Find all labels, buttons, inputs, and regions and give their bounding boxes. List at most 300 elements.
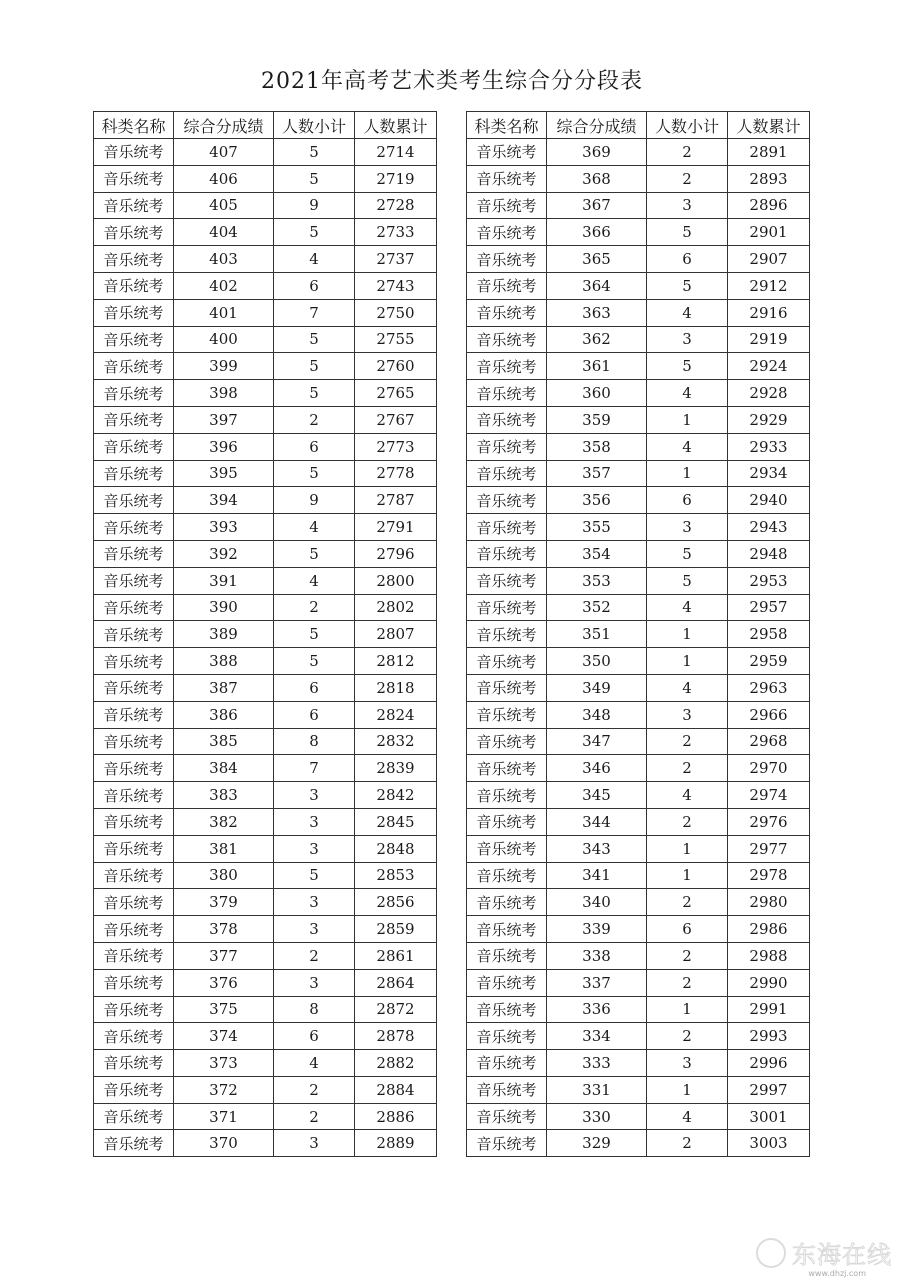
cell-score: 352 (547, 594, 647, 621)
table-row (467, 1023, 810, 1050)
cell-cumulative: 2856 (355, 889, 437, 916)
cell-score: 337 (547, 969, 647, 996)
cell-category: 音乐统考 (467, 889, 547, 916)
cell-category: 音乐统考 (94, 487, 174, 514)
cell-category: 音乐统考 (467, 433, 547, 460)
cell-score: 369 (547, 139, 647, 166)
cell-category: 音乐统考 (467, 299, 547, 326)
cell-count: 1 (647, 460, 728, 487)
cell-category: 音乐统考 (467, 862, 547, 889)
table-row (467, 916, 810, 943)
table-row (467, 621, 810, 648)
table-row (94, 380, 437, 407)
cell-score: 386 (174, 701, 274, 728)
cell-cumulative: 3001 (728, 1103, 810, 1130)
cell-cumulative: 2928 (728, 380, 810, 407)
table-row (94, 648, 437, 675)
cell-category: 音乐统考 (467, 192, 547, 219)
cell-count: 4 (274, 514, 355, 541)
table-row (94, 192, 437, 219)
cell-count: 2 (647, 165, 728, 192)
cell-category: 音乐统考 (94, 1023, 174, 1050)
cell-count: 9 (274, 192, 355, 219)
cell-count: 5 (274, 380, 355, 407)
cell-score: 392 (174, 540, 274, 567)
cell-cumulative: 2878 (355, 1023, 437, 1050)
column-header-count: 人数小计 (274, 112, 355, 139)
watermark (756, 1235, 892, 1270)
cell-category: 音乐统考 (467, 835, 547, 862)
cell-count: 6 (647, 246, 728, 273)
column-header-score: 综合分成绩 (547, 112, 647, 139)
cell-category: 音乐统考 (467, 567, 547, 594)
cell-score: 333 (547, 1050, 647, 1077)
cell-score: 345 (547, 782, 647, 809)
cell-count: 5 (274, 540, 355, 567)
table-row (467, 835, 810, 862)
cell-score: 399 (174, 353, 274, 380)
cell-score: 382 (174, 808, 274, 835)
cell-category: 音乐统考 (94, 808, 174, 835)
table-row (467, 326, 810, 353)
cell-count: 7 (274, 299, 355, 326)
cell-category: 音乐统考 (467, 353, 547, 380)
cell-category: 音乐统考 (94, 460, 174, 487)
cell-cumulative: 2872 (355, 996, 437, 1023)
cell-cumulative: 2986 (728, 916, 810, 943)
cell-count: 3 (274, 808, 355, 835)
cell-count: 4 (647, 1103, 728, 1130)
cell-cumulative: 2891 (728, 139, 810, 166)
cell-score: 406 (174, 165, 274, 192)
cell-category: 音乐统考 (467, 916, 547, 943)
cell-count: 9 (274, 487, 355, 514)
cell-category: 音乐统考 (94, 353, 174, 380)
table-header-row (467, 112, 810, 139)
cell-score: 344 (547, 808, 647, 835)
cell-cumulative: 2807 (355, 621, 437, 648)
cell-score: 383 (174, 782, 274, 809)
cell-cumulative: 2948 (728, 540, 810, 567)
cell-category: 音乐统考 (94, 165, 174, 192)
page-title: 2021年高考艺术类考生综合分分段表 (261, 69, 643, 94)
cell-cumulative: 2953 (728, 567, 810, 594)
cell-category: 音乐统考 (94, 433, 174, 460)
cell-score: 373 (174, 1050, 274, 1077)
table-row (94, 701, 437, 728)
cell-category: 音乐统考 (467, 540, 547, 567)
cell-cumulative: 2893 (728, 165, 810, 192)
cell-count: 1 (647, 1076, 728, 1103)
cell-count: 2 (647, 969, 728, 996)
cell-count: 4 (647, 674, 728, 701)
cell-category: 音乐统考 (94, 728, 174, 755)
cell-count: 4 (647, 299, 728, 326)
cell-count: 2 (274, 1076, 355, 1103)
cell-category: 音乐统考 (467, 246, 547, 273)
cell-cumulative: 2765 (355, 380, 437, 407)
cell-cumulative: 2886 (355, 1103, 437, 1130)
cell-cumulative: 2791 (355, 514, 437, 541)
cell-score: 371 (174, 1103, 274, 1130)
cell-cumulative: 2773 (355, 433, 437, 460)
table-row (467, 380, 810, 407)
cell-count: 2 (647, 139, 728, 166)
score-table-right (466, 111, 810, 1157)
cell-count: 3 (274, 1130, 355, 1157)
cell-cumulative: 2990 (728, 969, 810, 996)
cell-category: 音乐统考 (94, 406, 174, 433)
cell-score: 365 (547, 246, 647, 273)
cell-cumulative: 2958 (728, 621, 810, 648)
cell-score: 343 (547, 835, 647, 862)
cell-category: 音乐统考 (467, 1023, 547, 1050)
cell-score: 368 (547, 165, 647, 192)
cell-score: 403 (174, 246, 274, 273)
cell-score: 363 (547, 299, 647, 326)
cell-count: 3 (647, 1050, 728, 1077)
cell-count: 2 (274, 1103, 355, 1130)
cell-cumulative: 2966 (728, 701, 810, 728)
table-row (467, 755, 810, 782)
cell-category: 音乐统考 (467, 674, 547, 701)
column-header-count: 人数小计 (647, 112, 728, 139)
cell-cumulative: 2963 (728, 674, 810, 701)
table-row (467, 728, 810, 755)
cell-score: 358 (547, 433, 647, 460)
cell-count: 5 (647, 219, 728, 246)
cell-cumulative: 2919 (728, 326, 810, 353)
table-row (467, 942, 810, 969)
cell-category: 音乐统考 (467, 782, 547, 809)
cell-category: 音乐统考 (94, 1130, 174, 1157)
cell-score: 354 (547, 540, 647, 567)
cell-cumulative: 2812 (355, 648, 437, 675)
cell-cumulative: 2916 (728, 299, 810, 326)
table-header-row (94, 112, 437, 139)
cell-category: 音乐统考 (467, 272, 547, 299)
cell-category: 音乐统考 (467, 406, 547, 433)
table-row (94, 353, 437, 380)
table-row (467, 567, 810, 594)
cell-score: 350 (547, 648, 647, 675)
cell-score: 396 (174, 433, 274, 460)
cell-score: 366 (547, 219, 647, 246)
cell-cumulative: 2988 (728, 942, 810, 969)
column-header-cumulative: 人数累计 (728, 112, 810, 139)
table-row (94, 1023, 437, 1050)
cell-score: 330 (547, 1103, 647, 1130)
table-row (94, 514, 437, 541)
column-header-score: 综合分成绩 (174, 112, 274, 139)
cell-count: 1 (647, 996, 728, 1023)
cell-score: 351 (547, 621, 647, 648)
table-row (94, 272, 437, 299)
cell-cumulative: 2778 (355, 460, 437, 487)
cell-score: 377 (174, 942, 274, 969)
cell-category: 音乐统考 (467, 219, 547, 246)
cell-cumulative: 2993 (728, 1023, 810, 1050)
table-row (467, 433, 810, 460)
cell-cumulative: 2853 (355, 862, 437, 889)
cell-count: 5 (274, 648, 355, 675)
cell-category: 音乐统考 (467, 621, 547, 648)
cell-score: 360 (547, 380, 647, 407)
table-row (94, 219, 437, 246)
cell-category: 音乐统考 (94, 835, 174, 862)
cell-score: 334 (547, 1023, 647, 1050)
cell-cumulative: 2970 (728, 755, 810, 782)
cell-score: 401 (174, 299, 274, 326)
cell-count: 3 (647, 514, 728, 541)
table-row (467, 594, 810, 621)
cell-category: 音乐统考 (467, 1076, 547, 1103)
cell-score: 380 (174, 862, 274, 889)
cell-cumulative: 2974 (728, 782, 810, 809)
cell-score: 407 (174, 139, 274, 166)
cell-cumulative: 2940 (728, 487, 810, 514)
cell-count: 4 (274, 567, 355, 594)
table-row (467, 219, 810, 246)
cell-count: 2 (647, 808, 728, 835)
cell-category: 音乐统考 (94, 514, 174, 541)
cell-score: 348 (547, 701, 647, 728)
cell-category: 音乐统考 (94, 272, 174, 299)
cell-cumulative: 2750 (355, 299, 437, 326)
table-row (467, 1103, 810, 1130)
table-row (94, 165, 437, 192)
cell-count: 5 (647, 353, 728, 380)
cell-category: 音乐统考 (94, 1103, 174, 1130)
cell-category: 音乐统考 (467, 755, 547, 782)
table-row (94, 567, 437, 594)
cell-cumulative: 2719 (355, 165, 437, 192)
cell-score: 393 (174, 514, 274, 541)
cell-cumulative: 2839 (355, 755, 437, 782)
cell-category: 音乐统考 (94, 862, 174, 889)
table-row (467, 996, 810, 1023)
cell-count: 6 (274, 433, 355, 460)
table-row (94, 433, 437, 460)
cell-category: 音乐统考 (94, 942, 174, 969)
table-row (467, 808, 810, 835)
cell-score: 379 (174, 889, 274, 916)
cell-score: 384 (174, 755, 274, 782)
cell-cumulative: 2980 (728, 889, 810, 916)
cell-count: 4 (274, 246, 355, 273)
table-row (467, 353, 810, 380)
cell-score: 405 (174, 192, 274, 219)
cell-count: 8 (274, 728, 355, 755)
table-row (94, 889, 437, 916)
cell-count: 6 (274, 1023, 355, 1050)
cell-count: 3 (274, 889, 355, 916)
cell-count: 2 (647, 1130, 728, 1157)
table-row (94, 406, 437, 433)
cell-count: 6 (647, 487, 728, 514)
table-row (467, 1076, 810, 1103)
cell-cumulative: 2976 (728, 808, 810, 835)
cell-score: 367 (547, 192, 647, 219)
cell-score: 394 (174, 487, 274, 514)
table-row (467, 514, 810, 541)
table-row (467, 889, 810, 916)
cell-category: 音乐统考 (94, 889, 174, 916)
table-row (94, 299, 437, 326)
cell-cumulative: 2968 (728, 728, 810, 755)
table-row (94, 326, 437, 353)
cell-count: 6 (274, 272, 355, 299)
column-header-cumulative: 人数累计 (355, 112, 437, 139)
cell-count: 5 (274, 862, 355, 889)
cell-count: 5 (274, 165, 355, 192)
cell-cumulative: 2943 (728, 514, 810, 541)
table-row (94, 460, 437, 487)
cell-cumulative: 2802 (355, 594, 437, 621)
cell-category: 音乐统考 (467, 139, 547, 166)
cell-score: 391 (174, 567, 274, 594)
cell-score: 357 (547, 460, 647, 487)
cell-category: 音乐统考 (467, 969, 547, 996)
cell-category: 音乐统考 (467, 380, 547, 407)
cell-cumulative: 2859 (355, 916, 437, 943)
cell-score: 378 (174, 916, 274, 943)
cell-count: 1 (647, 621, 728, 648)
cell-count: 1 (647, 406, 728, 433)
table-row (94, 487, 437, 514)
cell-count: 5 (647, 567, 728, 594)
cell-category: 音乐统考 (467, 1130, 547, 1157)
cell-category: 音乐统考 (94, 996, 174, 1023)
cell-category: 音乐统考 (94, 782, 174, 809)
table-row (467, 246, 810, 273)
cell-count: 5 (647, 540, 728, 567)
table-row (467, 674, 810, 701)
cell-count: 3 (274, 969, 355, 996)
cell-category: 音乐统考 (467, 996, 547, 1023)
cell-category: 音乐统考 (467, 701, 547, 728)
cell-count: 1 (647, 862, 728, 889)
cell-cumulative: 2760 (355, 353, 437, 380)
cell-count: 5 (274, 219, 355, 246)
cell-cumulative: 2733 (355, 219, 437, 246)
cell-count: 4 (647, 782, 728, 809)
cell-score: 359 (547, 406, 647, 433)
cell-count: 4 (647, 433, 728, 460)
table-body-right (467, 139, 810, 1157)
cell-cumulative: 2978 (728, 862, 810, 889)
cell-category: 音乐统考 (94, 701, 174, 728)
cell-count: 2 (274, 406, 355, 433)
watermark-url: www.dhzj.com (808, 1269, 866, 1278)
cell-score: 381 (174, 835, 274, 862)
table-row (94, 540, 437, 567)
cell-count: 3 (647, 192, 728, 219)
cell-category: 音乐统考 (467, 728, 547, 755)
cell-score: 329 (547, 1130, 647, 1157)
cell-category: 音乐统考 (94, 540, 174, 567)
cell-count: 7 (274, 755, 355, 782)
cell-category: 音乐统考 (94, 916, 174, 943)
table-row (467, 969, 810, 996)
table-row (94, 594, 437, 621)
cell-category: 音乐统考 (467, 487, 547, 514)
cell-cumulative: 2714 (355, 139, 437, 166)
table-row (94, 139, 437, 166)
cell-score: 374 (174, 1023, 274, 1050)
cell-score: 402 (174, 272, 274, 299)
cell-category: 音乐统考 (94, 1076, 174, 1103)
cell-cumulative: 2907 (728, 246, 810, 273)
cell-category: 音乐统考 (94, 219, 174, 246)
cell-category: 音乐统考 (94, 380, 174, 407)
cell-score: 349 (547, 674, 647, 701)
cell-count: 4 (274, 1050, 355, 1077)
table-row (94, 969, 437, 996)
cell-score: 370 (174, 1130, 274, 1157)
cell-score: 347 (547, 728, 647, 755)
cell-count: 1 (647, 835, 728, 862)
cell-score: 338 (547, 942, 647, 969)
cell-category: 音乐统考 (467, 942, 547, 969)
cell-score: 400 (174, 326, 274, 353)
cell-cumulative: 2977 (728, 835, 810, 862)
table-row (94, 621, 437, 648)
cell-count: 4 (647, 594, 728, 621)
cell-cumulative: 2959 (728, 648, 810, 675)
cell-cumulative: 2933 (728, 433, 810, 460)
table-row (94, 1130, 437, 1157)
cell-cumulative: 2845 (355, 808, 437, 835)
cell-cumulative: 2997 (728, 1076, 810, 1103)
cell-cumulative: 2929 (728, 406, 810, 433)
cell-cumulative: 2824 (355, 701, 437, 728)
cell-score: 340 (547, 889, 647, 916)
table-row (467, 139, 810, 166)
table-row (467, 165, 810, 192)
cell-count: 3 (274, 782, 355, 809)
cell-count: 3 (647, 326, 728, 353)
cell-cumulative: 2818 (355, 674, 437, 701)
cell-cumulative: 3003 (728, 1130, 810, 1157)
watermark-text: 东海在线 (792, 1241, 892, 1269)
table-row (94, 1076, 437, 1103)
table-row (94, 246, 437, 273)
cell-category: 音乐统考 (94, 648, 174, 675)
cell-cumulative: 2743 (355, 272, 437, 299)
table-row (94, 674, 437, 701)
column-header-category: 科类名称 (467, 112, 547, 139)
cell-count: 1 (647, 648, 728, 675)
cell-score: 336 (547, 996, 647, 1023)
cell-cumulative: 2848 (355, 835, 437, 862)
cell-cumulative: 2861 (355, 942, 437, 969)
cell-count: 3 (274, 835, 355, 862)
table-row (467, 540, 810, 567)
table-row (94, 728, 437, 755)
cell-cumulative: 2796 (355, 540, 437, 567)
cell-category: 音乐统考 (94, 139, 174, 166)
cell-count: 3 (647, 701, 728, 728)
table-row (94, 835, 437, 862)
cell-score: 375 (174, 996, 274, 1023)
cell-cumulative: 2737 (355, 246, 437, 273)
cell-category: 音乐统考 (467, 594, 547, 621)
cell-count: 6 (274, 674, 355, 701)
cell-count: 6 (647, 916, 728, 943)
cell-count: 2 (647, 889, 728, 916)
cell-score: 353 (547, 567, 647, 594)
